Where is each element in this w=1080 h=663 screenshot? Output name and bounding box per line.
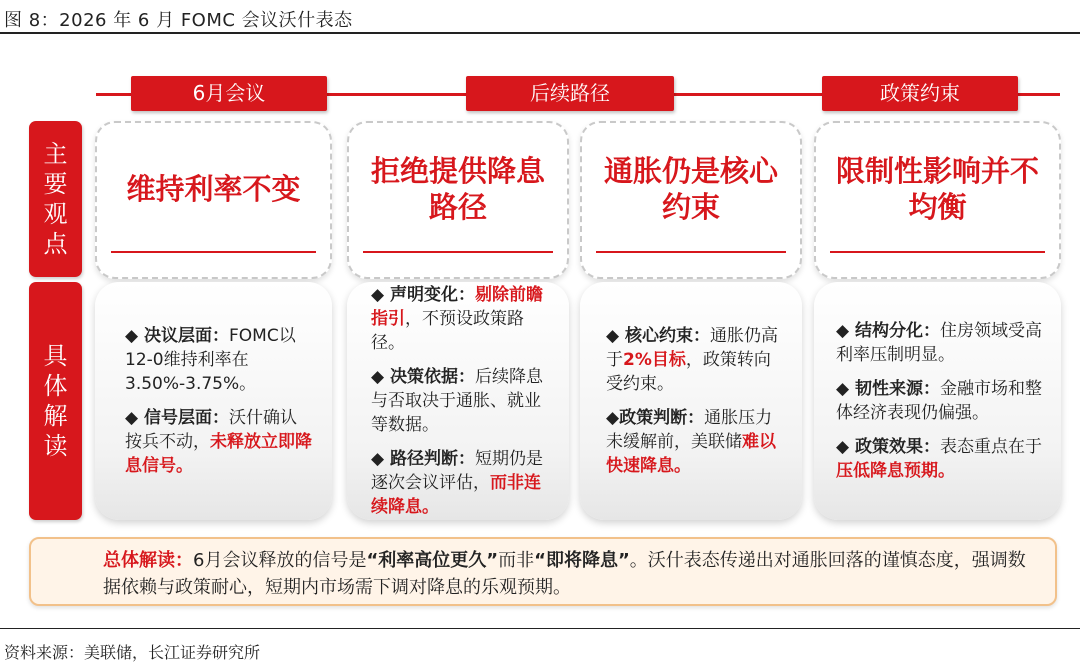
side-label-main-views — [29, 121, 82, 277]
detail-item-text: 沃什确认按兵不动， — [125, 408, 297, 452]
detail-item-highlight: 而非连续降息。 — [371, 473, 541, 517]
detail-item-highlight: 剔除前瞻指引 — [371, 285, 543, 329]
view-card-1 — [95, 121, 332, 279]
detail-item-label: ◆ 信号层面： — [125, 408, 229, 428]
detail-item-label: ◆ 韧性来源： — [836, 379, 940, 399]
summary-box — [29, 537, 1057, 606]
summary-text: 。沃什表态传递出对通胀回落的谨慎态度，强调数据依赖与政策耐心，短期内市场需下调对降息的乐观预期。 — [103, 550, 1026, 598]
detail-item-label: ◆政策判断： — [606, 408, 705, 428]
figure-title: 图 8：2026 年 6 月 FOMC 会议沃什表态 — [4, 10, 353, 31]
detail-item-text: 通胀压力未缓解前，美联储 — [606, 408, 773, 452]
phase-label-june-meeting: 6月会议 — [131, 76, 327, 111]
top-rule — [0, 32, 1080, 34]
detail-item-text: ，不预设政策路径。 — [371, 309, 524, 353]
detail-card-4 — [814, 282, 1061, 520]
detail-item — [371, 365, 551, 437]
view-underline — [596, 251, 786, 253]
summary-text: 6月会议释放的信号是 — [193, 550, 367, 571]
detail-item — [836, 377, 1051, 425]
detail-item — [606, 406, 780, 478]
summary-label: 总体解读： — [103, 550, 193, 571]
detail-item-highlight: 压低降息预期。 — [836, 461, 955, 481]
bottom-rule — [0, 628, 1080, 629]
detail-item — [371, 283, 551, 355]
view-text: 通胀仍是核心约束 — [603, 154, 778, 224]
detail-item-label: ◆ 政策效果： — [836, 437, 940, 457]
detail-item-label: ◆ 决策依据： — [371, 367, 475, 387]
detail-item-label: ◆ 决议层面： — [125, 326, 229, 346]
side-label-details — [29, 282, 82, 520]
view-underline — [830, 251, 1045, 253]
detail-card-1 — [95, 282, 332, 520]
detail-item-text: ，政策转向受约束。 — [606, 350, 771, 394]
detail-item-highlight: 2%目标 — [623, 350, 686, 370]
detail-item — [125, 324, 312, 396]
detail-item-highlight: 未释放立即降息信号。 — [125, 432, 312, 476]
summary-text: 而非 — [498, 550, 535, 571]
detail-card-2 — [347, 282, 569, 520]
source-note: 资料来源：美联储，长江证券研究所 — [4, 643, 261, 662]
view-text: 限制性影响并不均衡 — [835, 154, 1039, 224]
view-card-3 — [580, 121, 802, 279]
detail-item — [836, 319, 1051, 367]
view-text: 维持利率不变 — [126, 172, 301, 206]
detail-item-highlight: 难以快速降息。 — [606, 432, 776, 476]
detail-item — [606, 324, 780, 396]
detail-item-label: ◆ 路径判断： — [371, 449, 475, 469]
detail-item-text: FOMC以12-0维持利率在3.50%-3.75%。 — [125, 326, 296, 394]
detail-card-3 — [580, 282, 802, 520]
summary-emphasis: “利率高位更久” — [366, 550, 499, 571]
detail-item-text: 表态重点在于 — [940, 437, 1042, 457]
detail-item-text: 短期仍是逐次会议评估， — [371, 449, 543, 493]
view-card-4 — [814, 121, 1061, 279]
view-underline — [363, 251, 553, 253]
detail-item — [125, 406, 312, 478]
detail-item-text: 通胀仍高于 — [606, 326, 778, 370]
detail-item — [371, 447, 551, 519]
side-label-details-text: 具体解读 — [43, 342, 68, 460]
phase-label-future-path: 后续路径 — [466, 76, 674, 111]
detail-item-text: 后续降息与否取决于通胀、就业等数据。 — [371, 367, 543, 435]
detail-item-label: ◆ 声明变化： — [371, 285, 475, 305]
view-text: 拒绝提供降息路径 — [370, 154, 545, 224]
detail-item-label: ◆ 结构分化： — [836, 321, 940, 341]
phase-label-policy-constraint: 政策约束 — [822, 76, 1018, 111]
side-label-main-views-text: 主要观点 — [43, 140, 68, 258]
view-card-2 — [347, 121, 569, 279]
view-underline — [111, 251, 316, 253]
detail-item — [836, 435, 1051, 483]
detail-item-text: 住房领域受高利率压制明显。 — [836, 321, 1042, 365]
summary-emphasis: “即将降息” — [534, 550, 630, 571]
detail-item-label: ◆ 核心约束： — [606, 326, 710, 346]
detail-item-text: 金融市场和整体经济表现仍偏强。 — [836, 379, 1042, 423]
